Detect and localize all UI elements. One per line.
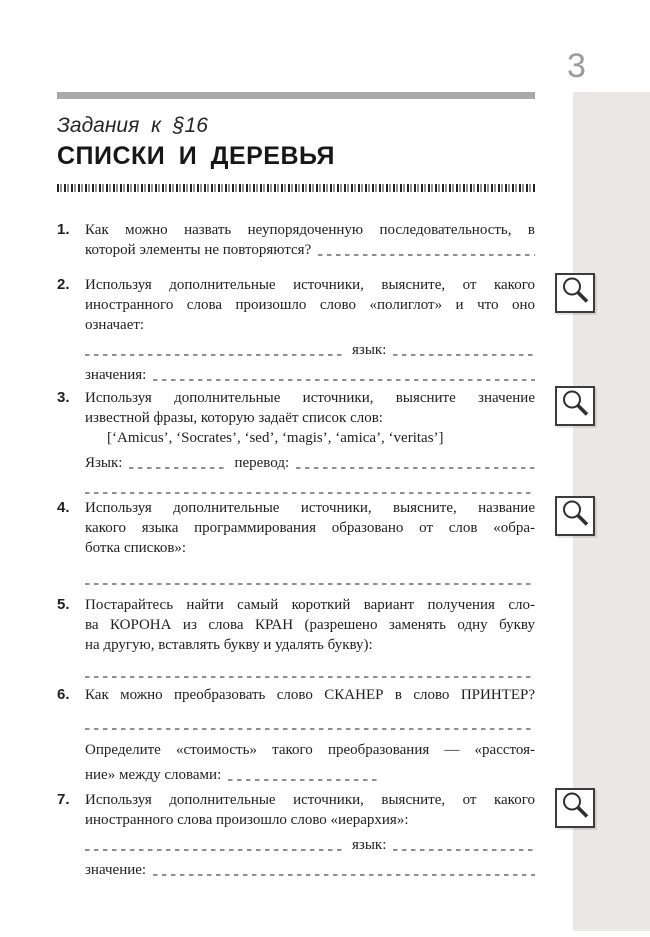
answer-blank (393, 354, 535, 356)
question-number: 3. (57, 389, 70, 406)
question-3 (57, 388, 535, 498)
question-text-line: иностранного слова произошло слово «полиглот» и что оно (85, 297, 535, 313)
question-text-line: Как можно преобразовать слово СКАНЕР в слово ПРИНТЕР? (85, 687, 535, 703)
question-text-line: ние» между словами: (85, 767, 222, 783)
magnifier-button (555, 496, 595, 536)
answer-label-language: язык: (352, 342, 387, 358)
answer-blank (129, 467, 227, 469)
answer-blank (393, 849, 535, 851)
question-text-line: Как можно назвать неупорядоченную последовательность, в (85, 222, 535, 238)
word-list: [‘Amicus’, ‘Socrates’, ‘sed’, ‘magis’, ‘amica’, ‘veritas’] (107, 430, 444, 446)
question-number: 4. (57, 499, 70, 516)
question-text-line: означает: (85, 317, 145, 333)
question-1 (57, 220, 535, 260)
answer-label-language: язык: (352, 837, 387, 853)
section-divider (57, 184, 535, 192)
magnifier-icon (559, 790, 591, 827)
magnifier-button (555, 788, 595, 828)
answer-blank (85, 676, 535, 678)
answer-blank (153, 379, 535, 381)
question-5 (57, 595, 535, 682)
question-text-line: Определите «стоимость» такого преобразования — «расстоя- (85, 742, 535, 758)
question-text-line: Используя дополнительные источники, выясните, название (85, 500, 535, 516)
question-text-line: ботка списков»: (85, 540, 187, 556)
question-4 (57, 498, 535, 589)
answer-label-language: Язык: (85, 455, 123, 471)
answer-label-meanings: значения: (85, 367, 147, 383)
question-number: 5. (57, 596, 70, 613)
answer-blank (85, 583, 535, 585)
question-text-line: Используя дополнительные источники, выясните, от какого (85, 277, 535, 293)
answer-blank (85, 849, 345, 851)
magnifier-icon (559, 498, 591, 535)
question-text-line: Постарайтесь найти самый короткий вариант получения сло- (85, 597, 535, 613)
question-text-line: известной фразы, которую задаёт список слов: (85, 410, 383, 426)
question-number: 6. (57, 686, 70, 703)
question-6 (57, 685, 535, 785)
question-text-line: Используя дополнительные источники, выясните значение (85, 390, 535, 406)
section-title: СПИСКИ И ДЕРЕВЬЯ (57, 142, 336, 170)
magnifier-icon (559, 388, 591, 425)
question-2 (57, 275, 535, 385)
page-content (57, 92, 535, 878)
magnifier-button (555, 386, 595, 426)
answer-label-meaning: значение: (85, 862, 147, 878)
magnifier-icon (559, 275, 591, 312)
question-number: 2. (57, 276, 70, 293)
question-text-line: ва КОРОНА из слова КРАН (разрешено заменять одну букву (85, 617, 535, 633)
answer-blank (85, 354, 345, 356)
answer-label-translation: перевод: (234, 455, 290, 471)
answer-blank (296, 467, 535, 469)
question-text-line: какого языка программирования образовано от слов «обра- (85, 520, 535, 536)
section-subtitle: Задания к §16 (57, 114, 208, 137)
answer-blank (85, 728, 535, 730)
magnifier-button (555, 273, 595, 313)
question-text-line: которой элементы не повторяются? (85, 242, 312, 258)
answer-blank (153, 874, 535, 876)
question-text-line: иностранного слова произошло слово «иерархия»: (85, 812, 409, 828)
answer-blank (228, 779, 378, 781)
question-text-line: Используя дополнительные источники, выясните, от какого (85, 792, 535, 808)
question-number: 7. (57, 791, 70, 808)
question-text-line: на другую, вставлять букву и удалять букву): (85, 637, 373, 653)
answer-blank (318, 254, 535, 256)
page-number: 3 (567, 47, 586, 85)
question-7 (57, 790, 535, 880)
question-number: 1. (57, 221, 70, 238)
header-rule (57, 92, 535, 99)
answer-blank (85, 492, 535, 494)
